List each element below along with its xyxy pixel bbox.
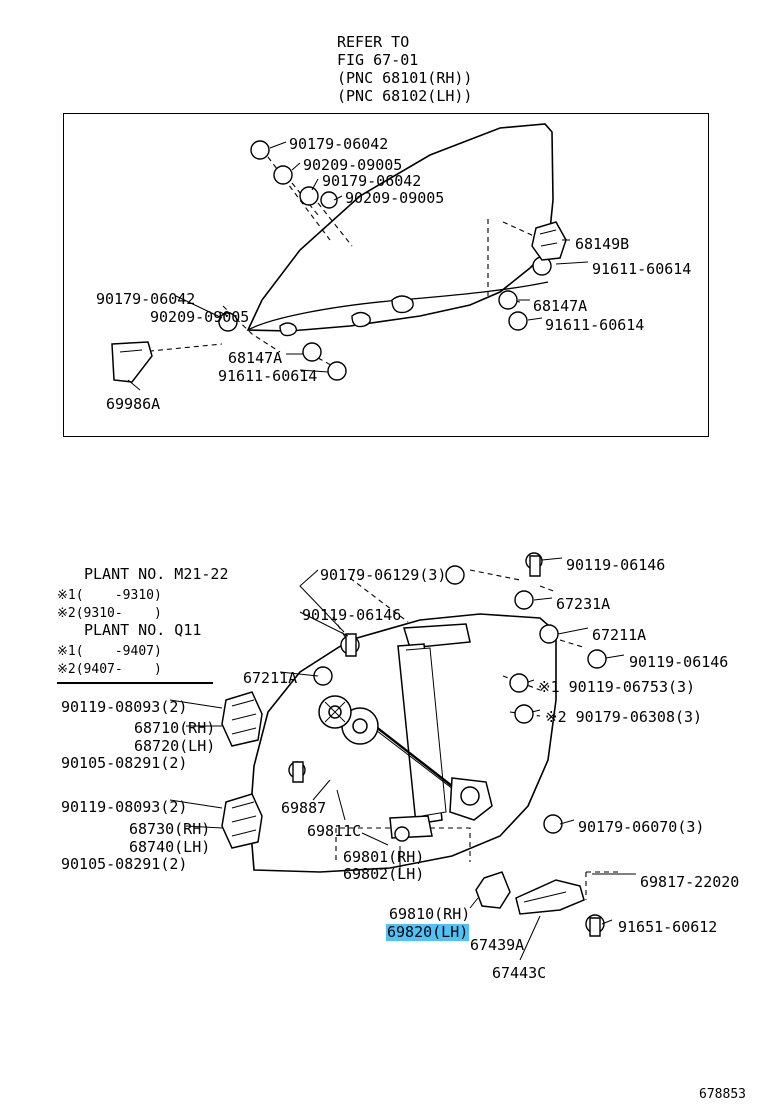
plant-note-line-2: ※2(9310- ) — [57, 606, 162, 621]
part-label-90119-08093-b: 90119-08093(2) — [61, 798, 188, 816]
part-label-90119-06146-a: 90119-06146 — [566, 556, 666, 574]
part-label-91611-60614-c: 91611-60614 — [218, 367, 318, 385]
top-header-line-1: FIG 67-01 — [337, 51, 419, 69]
part-label-68740: 68740(LH) — [129, 838, 211, 856]
part-label-90119-06146-b: 90119-06146 — [302, 606, 402, 624]
part-label-67439a: 67439A — [470, 936, 525, 954]
part-label-69986a: 69986A — [106, 395, 161, 413]
part-label-90179-06042-c: 90179-06042 — [96, 290, 196, 308]
highlighted-part-label-69820[interactable]: 69820(LH) — [387, 923, 469, 941]
part-label-67443c: 67443C — [492, 964, 547, 982]
part-label-68147a-b: 68147A — [228, 349, 283, 367]
part-label-90119-08093-a: 90119-08093(2) — [61, 698, 188, 716]
part-label-69810: 69810(RH) — [389, 905, 471, 923]
plant-note-line-0: PLANT NO. M21-22 — [84, 565, 229, 583]
part-label-68147a-a: 68147A — [533, 297, 588, 315]
part-label-90105-08291-a: 90105-08291(2) — [61, 754, 188, 772]
part-label-90105-08291-b: 90105-08291(2) — [61, 855, 188, 873]
drawing-number: 678853 — [699, 1087, 746, 1102]
part-label-69802: 69802(LH) — [343, 865, 425, 883]
plant-note-line-3: PLANT NO. Q11 — [84, 621, 202, 639]
part-label-68720: 68720(LH) — [134, 737, 216, 755]
part-label-67231a: 67231A — [556, 595, 611, 613]
part-label-69817-22020: 69817-22020 — [640, 873, 740, 891]
part-label-69801: 69801(RH) — [343, 848, 425, 866]
part-label-90209-09005-a: 90209-09005 — [303, 156, 403, 174]
part-label-69811c: 69811C — [307, 822, 362, 840]
part-label-90179-06129: 90179-06129(3) — [320, 566, 447, 584]
part-label-90119-06146-c: 90119-06146 — [629, 653, 729, 671]
part-label-91651-60612: 91651-60612 — [618, 918, 718, 936]
top-header-line-2: (PNC 68101(RH)) — [337, 69, 473, 87]
part-label-68149b: 68149B — [575, 235, 630, 253]
part-label-67211a-a: 67211A — [592, 626, 647, 644]
part-label-91611-60614-a: 91611-60614 — [592, 260, 692, 278]
part-label-91611-60614-b: 91611-60614 — [545, 316, 645, 334]
part-label-90209-09005-c: 90209-09005 — [150, 308, 250, 326]
part-label-68730: 68730(RH) — [129, 820, 211, 838]
plant-note-divider — [57, 682, 213, 684]
part-label-90179-06070: 90179-06070(3) — [578, 818, 705, 836]
part-label-69887: 69887 — [281, 799, 327, 817]
part-label-68710: 68710(RH) — [134, 719, 216, 737]
part-label-90179-06042-b: 90179-06042 — [322, 172, 422, 190]
part-label-90179-06308: ※2 90179-06308(3) — [545, 708, 703, 726]
part-label-67211a-b: 67211A — [243, 669, 298, 687]
top-header-line-3: (PNC 68102(LH)) — [337, 87, 473, 105]
part-label-90209-09005-b: 90209-09005 — [345, 189, 445, 207]
part-label-90119-06753: ※1 90119-06753(3) — [538, 678, 696, 696]
part-label-90179-06042-a: 90179-06042 — [289, 135, 389, 153]
top-header-line-0: REFER TO — [337, 33, 410, 51]
plant-note-line-1: ※1( -9310) — [57, 588, 162, 603]
plant-note-line-5: ※2(9407- ) — [57, 662, 162, 677]
plant-note-line-4: ※1( -9407) — [57, 644, 162, 659]
